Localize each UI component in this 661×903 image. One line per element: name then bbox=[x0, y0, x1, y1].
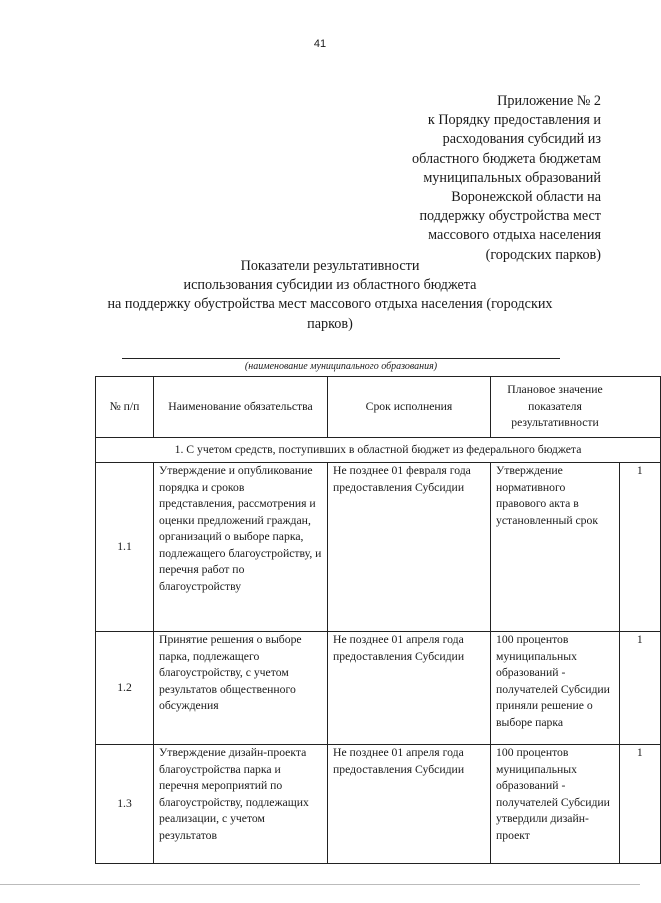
row-num: 1.1 bbox=[96, 463, 154, 632]
header-num: № п/п bbox=[96, 377, 154, 438]
appendix-heading bbox=[341, 92, 601, 265]
row-value: 1 bbox=[619, 745, 661, 864]
row-term: Не позднее 01 апреля года предоставления Субсидии bbox=[328, 632, 491, 745]
header-term: Срок исполнения bbox=[328, 377, 491, 438]
table-row bbox=[96, 745, 661, 864]
row-num: 1.2 bbox=[96, 632, 154, 745]
section-title: 1. С учетом средств, поступивших в областной бюджет из федерального бюджета bbox=[96, 438, 661, 463]
title-line: использования субсидии из областного бюджета bbox=[183, 277, 477, 294]
title-line: парков) bbox=[307, 315, 353, 332]
row-name: Утверждение и опубликование порядка и сроков представления, рассмотрения и оценки предложений граждан, организаций о выборе парка, подлежащего благоустройству, и перечня работ по благоустройству bbox=[154, 463, 328, 632]
table-header-row bbox=[96, 377, 661, 438]
row-value: 1 bbox=[619, 632, 661, 745]
table-row bbox=[96, 632, 661, 745]
header-plan: Плановое значение показателя результативности bbox=[491, 377, 620, 438]
section-row bbox=[96, 438, 661, 463]
row-name: Принятие решения о выборе парка, подлежащего благоустройству, с учетом результатов общественного обсуждения bbox=[154, 632, 328, 745]
appendix-line: Воронежской области на bbox=[451, 189, 601, 206]
row-term: Не позднее 01 февраля года предоставления Субсидии bbox=[328, 463, 491, 632]
row-num: 1.3 bbox=[96, 745, 154, 864]
title-line: Показатели результативности bbox=[240, 258, 420, 274]
appendix-line: областного бюджета бюджетам bbox=[412, 150, 601, 167]
page-bottom-divider bbox=[0, 884, 640, 885]
header-name: Наименование обязательства bbox=[154, 377, 328, 438]
appendix-line: расходования субсидий из bbox=[442, 131, 601, 148]
row-term: Не позднее 01 апреля года предоставления Субсидии bbox=[328, 745, 491, 864]
municipality-blank-line bbox=[122, 358, 560, 359]
page-number: 41 bbox=[313, 38, 327, 50]
row-value: 1 bbox=[619, 463, 661, 632]
appendix-line: массового отдыха населения bbox=[428, 227, 601, 244]
document-title bbox=[60, 257, 600, 334]
indicators-table bbox=[95, 376, 661, 864]
appendix-line: Приложение № 2 bbox=[497, 93, 601, 109]
appendix-line: муниципальных образований bbox=[423, 169, 601, 186]
row-plan: Утверждение нормативного правового акта в установленный срок bbox=[491, 463, 620, 632]
header-value bbox=[619, 377, 661, 438]
row-name: Утверждение дизайн-проекта благоустройства парка и перечня мероприятий по благоустройству, подлежащих реализации, с учетом результатов bbox=[154, 745, 328, 864]
appendix-line: к Порядку предоставления и bbox=[427, 112, 601, 129]
title-line: на поддержку обустройства мест массового отдыха населения (городских bbox=[107, 296, 553, 313]
municipality-caption: (наименование муниципального образования) bbox=[244, 361, 438, 372]
table-row bbox=[96, 463, 661, 632]
appendix-line: поддержку обустройства мест bbox=[419, 208, 601, 225]
appendix-line: (городских парков) bbox=[485, 246, 601, 263]
row-plan: 100 процентов муниципальных образований - получателей Субсидии утвердили дизайн-проект bbox=[491, 745, 620, 864]
row-plan: 100 процентов муниципальных образований - получателей Субсидии приняли решение о выборе парка bbox=[491, 632, 620, 745]
